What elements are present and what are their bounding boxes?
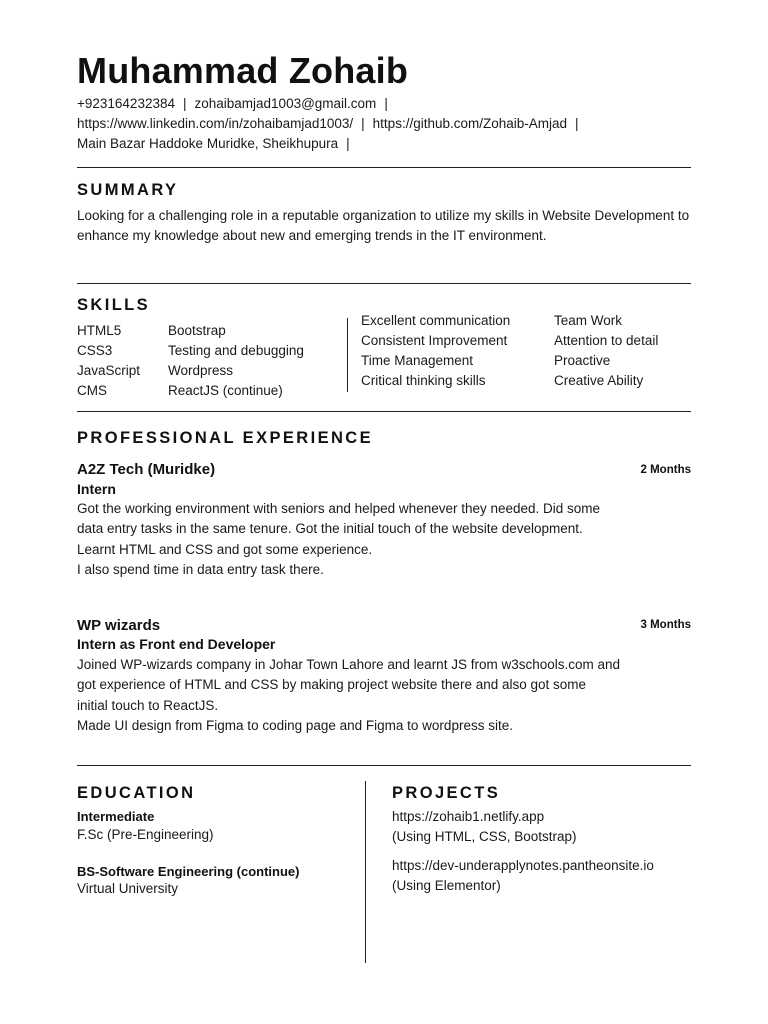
- education-heading: EDUCATION: [77, 784, 196, 802]
- phone-number: +923164232384: [77, 96, 175, 111]
- separator: |: [346, 136, 350, 151]
- company-name: A2Z Tech (Muridke): [77, 461, 216, 478]
- project-link[interactable]: https://zohaib1.netlify.app: [392, 809, 545, 824]
- project-tech: (Using Elementor): [392, 878, 501, 893]
- job-duration: 2 Months: [640, 464, 691, 476]
- soft-skill-item: Proactive: [554, 353, 611, 368]
- linkedin-link[interactable]: https://www.linkedin.com/in/zohaibamjad1003/: [77, 116, 354, 131]
- separator: |: [182, 96, 187, 111]
- separator: |: [575, 116, 579, 131]
- skills-column-divider: [347, 318, 348, 392]
- education-projects-divider: [365, 781, 366, 963]
- job-role: Intern: [77, 481, 116, 497]
- skill-item: Testing and debugging: [168, 343, 304, 358]
- divider: [77, 765, 691, 766]
- job-description-line: Got the working environment with seniors and helped whenever they needed. Did some: [77, 501, 601, 516]
- soft-skill-item: Critical thinking skills: [361, 373, 486, 388]
- experience-heading: PROFESSIONAL EXPERIENCE: [77, 429, 374, 447]
- divider: [77, 283, 691, 284]
- job-description-line: Made UI design from Figma to coding page and Figma to wordpress site.: [77, 718, 513, 733]
- soft-skill-item: Excellent communication: [361, 313, 511, 328]
- job-description-line: got experience of HTML and CSS by making project website there and also got some: [77, 677, 587, 692]
- soft-skill-item: Attention to detail: [554, 333, 659, 348]
- education-detail: F.Sc (Pre-Engineering): [77, 827, 214, 842]
- contact-line-2: [77, 116, 587, 131]
- skill-item: Wordpress: [168, 363, 234, 378]
- projects-heading: PROJECTS: [392, 784, 501, 802]
- job-description-line: initial touch to ReactJS.: [77, 698, 219, 713]
- project-link[interactable]: https://dev-underapplynotes.pantheonsite.io: [392, 858, 654, 873]
- skill-item: JavaScript: [77, 363, 141, 378]
- divider: [77, 411, 691, 412]
- job-description-line: Learnt HTML and CSS and got some experience.: [77, 542, 373, 557]
- job-duration: 3 Months: [640, 619, 691, 631]
- skills-heading: SKILLS: [77, 296, 151, 314]
- divider: [77, 167, 691, 168]
- separator: |: [384, 96, 388, 111]
- education-detail: Virtual University: [77, 881, 179, 896]
- contact-line-3: [77, 136, 358, 151]
- candidate-name: Muhammad Zohaib: [77, 50, 409, 91]
- soft-skill-item: Time Management: [361, 353, 474, 368]
- skill-item: Bootstrap: [168, 323, 226, 338]
- soft-skill-item: Team Work: [554, 313, 623, 328]
- skill-item: ReactJS (continue): [168, 383, 283, 398]
- skill-item: CSS3: [77, 343, 113, 358]
- job-description-line: Joined WP-wizards company in Johar Town Lahore and learnt JS from w3schools.com and: [77, 657, 621, 672]
- job-description-line: I also spend time in data entry task there.: [77, 562, 324, 577]
- address: Main Bazar Haddoke Muridke, Sheikhupura: [77, 136, 339, 151]
- contact-line-1: [77, 96, 396, 111]
- separator: |: [361, 116, 365, 131]
- job-description-line: data entry tasks in the same tenure. Got the initial touch of the website development.: [77, 521, 583, 536]
- job-role: Intern as Front end Developer: [77, 636, 276, 652]
- github-link[interactable]: https://github.com/Zohaib-Amjad: [372, 116, 568, 131]
- education-degree: Intermediate: [77, 809, 155, 824]
- project-tech: (Using HTML, CSS, Bootstrap): [392, 829, 577, 844]
- skill-item: HTML5: [77, 323, 122, 338]
- education-degree: BS-Software Engineering (continue): [77, 864, 300, 879]
- summary-text: Looking for a challenging role in a reputable organization to utilize my skills in Website Development to enhance my knowledge about new and emerging trends in the IT environment.: [77, 208, 690, 244]
- soft-skill-item: Creative Ability: [554, 373, 644, 388]
- skill-item: CMS: [77, 383, 107, 398]
- company-name: WP wizards: [77, 617, 161, 634]
- summary-heading: SUMMARY: [77, 181, 179, 199]
- email-link[interactable]: zohaibamjad1003@gmail.com: [194, 96, 377, 111]
- soft-skill-item: Consistent Improvement: [361, 333, 508, 348]
